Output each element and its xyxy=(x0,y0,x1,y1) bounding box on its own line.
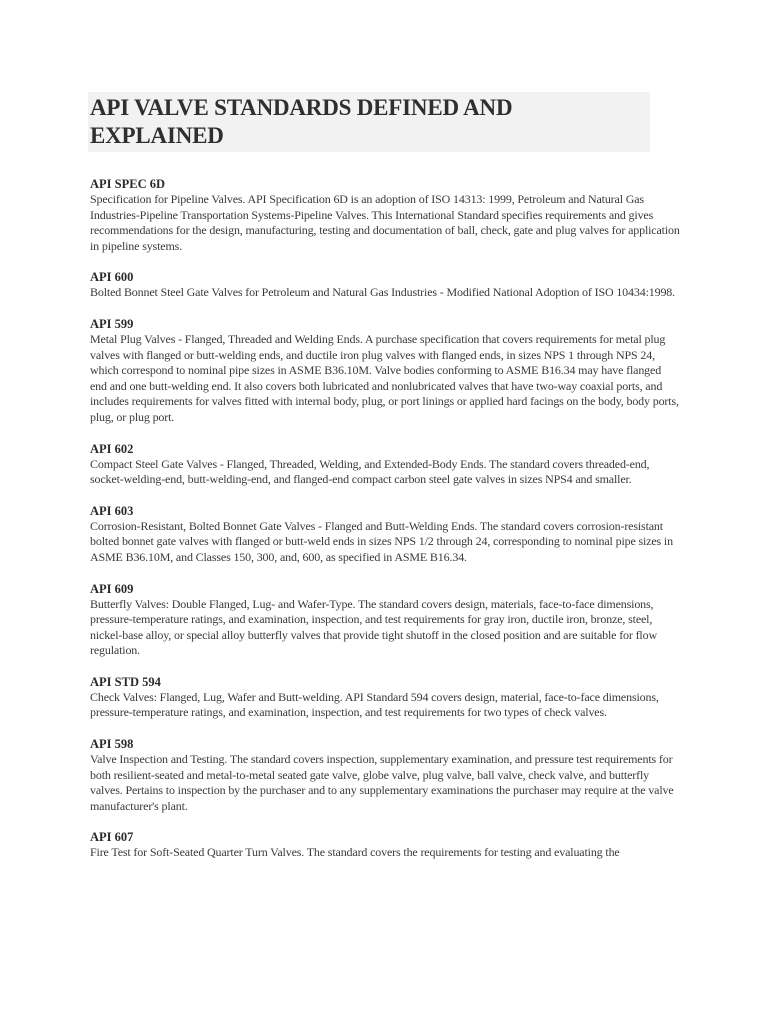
section-body: Metal Plug Valves - Flanged, Threaded and Welding Ends. A purchase specification that covers requirements for metal plug valves with flanged or butt-welding ends, and ductile iron plug valves with flanged ends, in sizes NPS 1 through NPS 24, which correspond to nominal pipe sizes in ASME B36.10M. Valve bodies conforming to ASME B16.34 may have flanged end and one butt-welding end. It also covers both lubricated and nonlubricated valves that have two-way coaxial ports, and includes requirements for valves fitted with internal body, plug, or port linings or applied hard facings on the body, body ports, plug, or plug port. xyxy=(90,331,679,424)
section-api-std-594 xyxy=(90,674,678,721)
title-line-1: API VALVE STANDARDS DEFINED AND xyxy=(90,95,513,120)
title-line-2: EXPLAINED xyxy=(90,123,224,148)
section-body: Specification for Pipeline Valves. API Specification 6D is an adoption of ISO 14313: 1999, Petroleum and Natural Gas Industries-Pipeline Transportation Systems-Pipeline Valves. This International Standard specifies requirements and gives recommendations for the design, manufacturing, testing and documentation of ball, check, gate and plug valves for application in pipeline systems. xyxy=(90,192,680,253)
section-api-598 xyxy=(90,736,678,814)
section-heading: API 607 xyxy=(90,830,134,845)
section-heading: API 598 xyxy=(90,737,134,752)
page-title xyxy=(90,94,650,150)
section-api-602 xyxy=(90,441,678,488)
section-body: Valve Inspection and Testing. The standard covers inspection, supplementary examination, and pressure test requirements for both resilient-seated and metal-to-metal seated gate valve, globe valve, plug valve, ball valve, check valve, and butterfly valves. Pertains to inspection by the purchaser and to any supplementary examinations the purchaser may require at the valve manufacturer's plant. xyxy=(90,752,674,813)
section-api-spec-6d xyxy=(90,176,678,254)
section-heading: API SPEC 6D xyxy=(90,177,166,191)
section-body: Check Valves: Flanged, Lug, Wafer and Butt-welding. API Standard 594 covers design, material, face-to-face dimensions, pressure-temperature ratings, and examination, inspection, and test requirements for two types of check valves. xyxy=(90,689,659,720)
section-api-603 xyxy=(90,503,678,566)
section-api-609 xyxy=(90,581,678,659)
section-heading: API STD 594 xyxy=(90,674,161,689)
section-body: Corrosion-Resistant, Bolted Bonnet Gate Valves - Flanged and Butt-Welding Ends. The standard covers corrosion-resistant bolted bonnet gate valves with flanged or butt-weld ends in sizes NPS 1/2 through 24, corresponding to nominal pipe sizes in ASME B36.10M, and Classes 150, 300, and, 600, as specified in ASME B16.34. xyxy=(90,518,673,564)
section-heading: API 600 xyxy=(90,270,134,285)
section-heading: API 609 xyxy=(90,581,134,596)
section-heading: API 599 xyxy=(90,316,134,331)
title-band xyxy=(88,92,650,152)
section-api-600 xyxy=(90,269,678,301)
section-api-607 xyxy=(90,829,678,861)
section-body: Bolted Bonnet Steel Gate Valves for Petroleum and Natural Gas Industries - Modified National Adoption of ISO 10434:1998. xyxy=(90,285,676,300)
section-body: Butterfly Valves: Double Flanged, Lug- and Wafer-Type. The standard covers design, materials, face-to-face dimensions, pressure-temperature ratings, and examination, inspection, and test requirements for gray iron, ductile iron, bronze, steel, nickel-base alloy, or special alloy butterfly valves that provide tight shutoff in the closed position and are suitable for flow regulation. xyxy=(90,596,657,658)
section-heading: API 603 xyxy=(90,503,134,518)
section-api-599 xyxy=(90,316,678,426)
section-body: Compact Steel Gate Valves - Flanged, Threaded, Welding, and Extended-Body Ends. The standard covers threaded-end, socket-welding-end, butt-welding-end, and flanged-end compact carbon steel gate valves in sizes NPS4 and smaller. xyxy=(90,456,650,487)
section-heading: API 602 xyxy=(90,441,134,456)
section-body: Fire Test for Soft-Seated Quarter Turn Valves. The standard covers the requirements for testing and evaluating the xyxy=(90,845,620,860)
